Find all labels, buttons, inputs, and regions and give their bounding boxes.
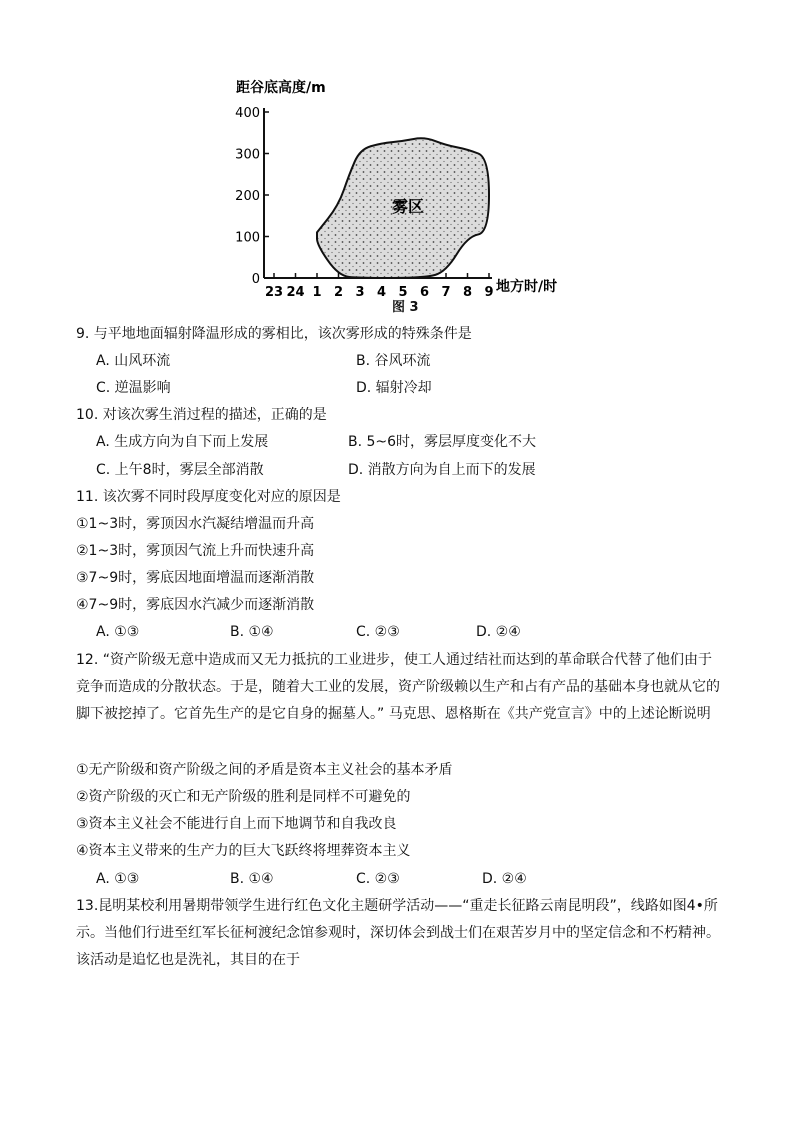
x-tick-label: 1 [312,285,322,300]
q11-option-d[interactable]: D. ②④ [476,624,521,640]
x-tick-label: 24 [286,285,305,300]
x-tick-label: 5 [398,285,408,300]
q12-item-2: ②资产阶级的灭亡和无产阶级的胜利是同样不可避免的 [76,789,411,805]
q10-stem: 10. 对该次雾生消过程的描述，正确的是 [76,407,327,423]
q9-option-a[interactable]: A. 山风环流 [96,353,171,369]
q11-option-a[interactable]: A. ①③ [96,624,140,640]
x-tick-label: 3 [355,285,365,300]
y-tick-label: 300 [235,147,260,163]
q11-stem: 11. 该次雾不同时段厚度变化对应的原因是 [76,489,341,505]
y-axis-label: 距谷底高度/m [236,80,326,96]
q12-option-a[interactable]: A. ①③ [96,871,140,887]
x-tick-label: 2 [333,285,344,300]
q12-stem: 12. “资产阶级无意中造成而又无力抵抗的工业进步，使工人通过结社而达到的革命联合代替了他们由于竞争而造成的分散状态。于是，随着大工业的发展，资产阶级赖以生产和占有产品的基础本身也就从它的脚下被挖掉了。它首先生产的是它自身的掘墓人。” 马克思、恩格斯在《共产党宣言》中的上述论断说明 [76,652,720,722]
q10-option-b[interactable]: B. 5~6时，雾层厚度变化不大 [348,434,537,450]
q9-option-d[interactable]: D. 辐射冷却 [356,380,432,396]
fog-figure [222,72,582,322]
fog-region-label: 雾区 [392,197,425,216]
q12-option-d[interactable]: D. ②④ [482,871,527,887]
q13-stem: 13.昆明某校利用暑期带领学生进行红色文化主题研学活动——“重走长征路云南昆明段”，线路如图4•所示。当他们行进至红军长征柯渡纪念馆参观时，深切体会到战士们在艰苦岁月中的坚定信念和不朽精神。该活动是追忆也是洗礼，其目的在于 [76,898,720,968]
q11-option-b[interactable]: B. ①④ [230,624,274,640]
fog-chart [222,72,582,312]
x-tick-label: 23 [264,285,284,300]
q11-item-4: ④7~9时，雾底因水汽减少而逐渐消散 [76,597,315,613]
q10-option-d[interactable]: D. 消散方向为自上而下的发展 [348,462,536,478]
q12-item-4: ④资本主义带来的生产力的巨大飞跃终将埋葬资本主义 [76,843,411,859]
x-tick-label: 6 [419,285,430,300]
y-tick-label: 400 [235,106,260,121]
q9-option-c[interactable]: C. 逆温影响 [96,380,171,396]
q11-item-3: ③7~9时，雾底因地面增温而逐渐消散 [76,570,315,586]
x-tick-label: 9 [484,285,494,300]
y-tick-label: 100 [235,230,260,246]
x-tick-label: 8 [462,285,473,300]
q11-item-2: ②1~3时，雾顶因气流上升而快速升高 [76,543,315,559]
x-tick-label: 4 [376,285,387,300]
q9-stem: 9. 与平地地面辐射降温形成的雾相比，该次雾形成的特殊条件是 [76,326,472,342]
x-axis-label: 地方时/时 [496,279,558,295]
q10-option-a[interactable]: A. 生成方向为自下而上发展 [96,434,269,450]
q12-item-3: ③资本主义社会不能进行自上而下地调节和自我改良 [76,816,397,832]
q10-option-c[interactable]: C. 上午8时，雾层全部消散 [96,462,264,478]
q12-option-c[interactable]: C. ②③ [356,871,400,887]
q11-option-c[interactable]: C. ②③ [356,624,400,640]
figure-caption: 图 3 [392,300,419,315]
q12-option-b[interactable]: B. ①④ [230,871,274,887]
y-tick-label: 200 [235,189,260,204]
y-tick-label: 0 [251,272,260,287]
q9-option-b[interactable]: B. 谷风环流 [356,353,431,369]
x-tick-label: 7 [441,285,451,300]
q11-item-1: ①1~3时，雾顶因水汽凝结增温而升高 [76,516,315,532]
q12-item-1: ①无产阶级和资产阶级之间的矛盾是资本主义社会的基本矛盾 [76,762,453,778]
